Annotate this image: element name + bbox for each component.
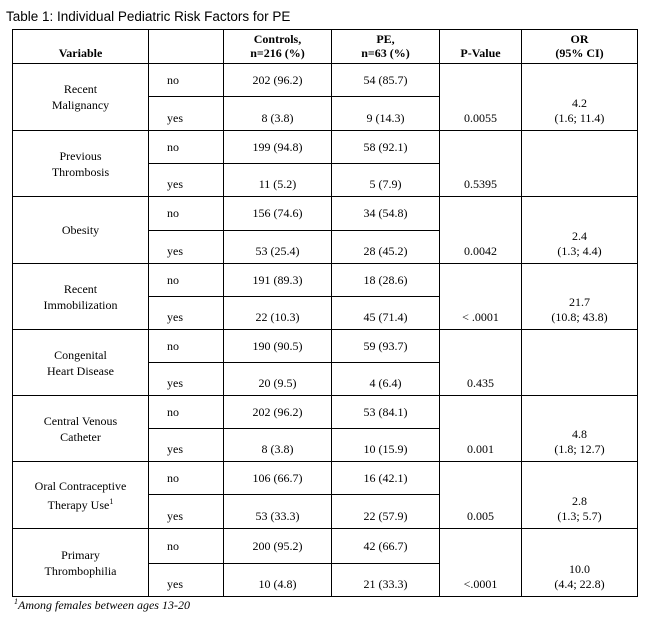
or-cell: 4.2 (1.6; 11.4) [522, 64, 638, 131]
pvalue-cell: 0.0042 [440, 197, 522, 264]
pvalue-cell: < .0001 [440, 264, 522, 330]
pe-yes-cell: 9 (14.3) [332, 97, 440, 131]
table-caption: Table 1: Individual Pediatric Risk Factors for PE [6, 9, 291, 24]
pe-no-cell: 18 (28.6) [332, 264, 440, 297]
controls-yes-cell: 8 (3.8) [224, 97, 332, 131]
header-pvalue: P-Value [440, 30, 522, 64]
pe-yes-cell: 21 (33.3) [332, 564, 440, 597]
pvalue-cell: 0.005 [440, 462, 522, 529]
level-label-no: no [149, 529, 224, 564]
or-cell: 4.8 (1.8; 12.7) [522, 396, 638, 462]
controls-yes-cell: 53 (25.4) [224, 231, 332, 264]
pe-yes-cell: 4 (6.4) [332, 363, 440, 396]
variable-cell: Recent Malignancy [13, 64, 149, 131]
pe-no-cell: 58 (92.1) [332, 131, 440, 164]
header-or: OR (95% CI) [522, 30, 638, 64]
pvalue-cell: 0.5395 [440, 131, 522, 197]
variable-cell: Central Venous Catheter [13, 396, 149, 462]
pe-no-cell: 16 (42.1) [332, 462, 440, 495]
header-controls: Controls, n=216 (%) [224, 30, 332, 64]
level-label-no: no [149, 396, 224, 429]
pe-yes-cell: 22 (57.9) [332, 495, 440, 529]
level-label-yes: yes [149, 495, 224, 529]
variable-cell: Obesity [13, 197, 149, 264]
header-variable: Variable [13, 30, 149, 64]
variable-cell: Recent Immobilization [13, 264, 149, 330]
pe-no-cell: 34 (54.8) [332, 197, 440, 231]
level-label-yes: yes [149, 564, 224, 597]
table-row [13, 264, 638, 297]
header-level [149, 30, 224, 64]
pe-yes-cell: 45 (71.4) [332, 297, 440, 330]
table-row [13, 462, 638, 495]
table-row [13, 396, 638, 429]
table-row [13, 197, 638, 231]
level-label-yes: yes [149, 164, 224, 197]
controls-yes-cell: 8 (3.8) [224, 429, 332, 462]
pe-yes-cell: 28 (45.2) [332, 231, 440, 264]
variable-cell: Oral Contraceptive Therapy Use$^1$ [13, 462, 149, 529]
or-cell: 2.8 (1.3; 5.7) [522, 462, 638, 529]
pvalue-cell: <.0001 [440, 529, 522, 597]
level-label-yes: yes [149, 97, 224, 131]
or-cell: 10.0 (4.4; 22.8) [522, 529, 638, 597]
variable-cell: Congenital Heart Disease [13, 330, 149, 396]
level-label-no: no [149, 264, 224, 297]
level-label-yes: yes [149, 231, 224, 264]
controls-no-cell: 156 (74.6) [224, 197, 332, 231]
level-label-no: no [149, 131, 224, 164]
level-label-yes: yes [149, 429, 224, 462]
pe-no-cell: 42 (66.7) [332, 529, 440, 564]
variable-cell: Previous Thrombosis [13, 131, 149, 197]
controls-yes-cell: 11 (5.2) [224, 164, 332, 197]
header-row [13, 30, 638, 64]
pvalue-cell: 0.0055 [440, 64, 522, 131]
controls-yes-cell: 53 (33.3) [224, 495, 332, 529]
pe-no-cell: 59 (93.7) [332, 330, 440, 363]
pe-no-cell: 53 (84.1) [332, 396, 440, 429]
controls-no-cell: 199 (94.8) [224, 131, 332, 164]
controls-no-cell: 190 (90.5) [224, 330, 332, 363]
controls-yes-cell: 22 (10.3) [224, 297, 332, 330]
level-label-no: no [149, 64, 224, 97]
or-cell: 21.7 (10.8; 43.8) [522, 264, 638, 330]
risk-factors-table [12, 29, 638, 597]
table-row [13, 330, 638, 363]
header-pe: PE, n=63 (%) [332, 30, 440, 64]
or-cell: 2.4 (1.3; 4.4) [522, 197, 638, 264]
level-label-yes: yes [149, 363, 224, 396]
controls-yes-cell: 20 (9.5) [224, 363, 332, 396]
table-row [13, 64, 638, 97]
level-label-no: no [149, 197, 224, 231]
table-row [13, 131, 638, 164]
controls-no-cell: 202 (96.2) [224, 396, 332, 429]
controls-no-cell: 200 (95.2) [224, 529, 332, 564]
level-label-no: no [149, 462, 224, 495]
controls-yes-cell: 10 (4.8) [224, 564, 332, 597]
or-cell [522, 330, 638, 396]
variable-cell: Primary Thrombophilia [13, 529, 149, 597]
table-row [13, 529, 638, 564]
controls-no-cell: 202 (96.2) [224, 64, 332, 97]
pe-no-cell: 54 (85.7) [332, 64, 440, 97]
controls-no-cell: 191 (89.3) [224, 264, 332, 297]
pvalue-cell: 0.435 [440, 330, 522, 396]
pe-yes-cell: 10 (15.9) [332, 429, 440, 462]
level-label-yes: yes [149, 297, 224, 330]
controls-no-cell: 106 (66.7) [224, 462, 332, 495]
or-cell [522, 131, 638, 197]
pvalue-cell: 0.001 [440, 396, 522, 462]
footnote: $^1$Among females between ages 13-20 [14, 597, 190, 612]
level-label-no: no [149, 330, 224, 363]
pe-yes-cell: 5 (7.9) [332, 164, 440, 197]
